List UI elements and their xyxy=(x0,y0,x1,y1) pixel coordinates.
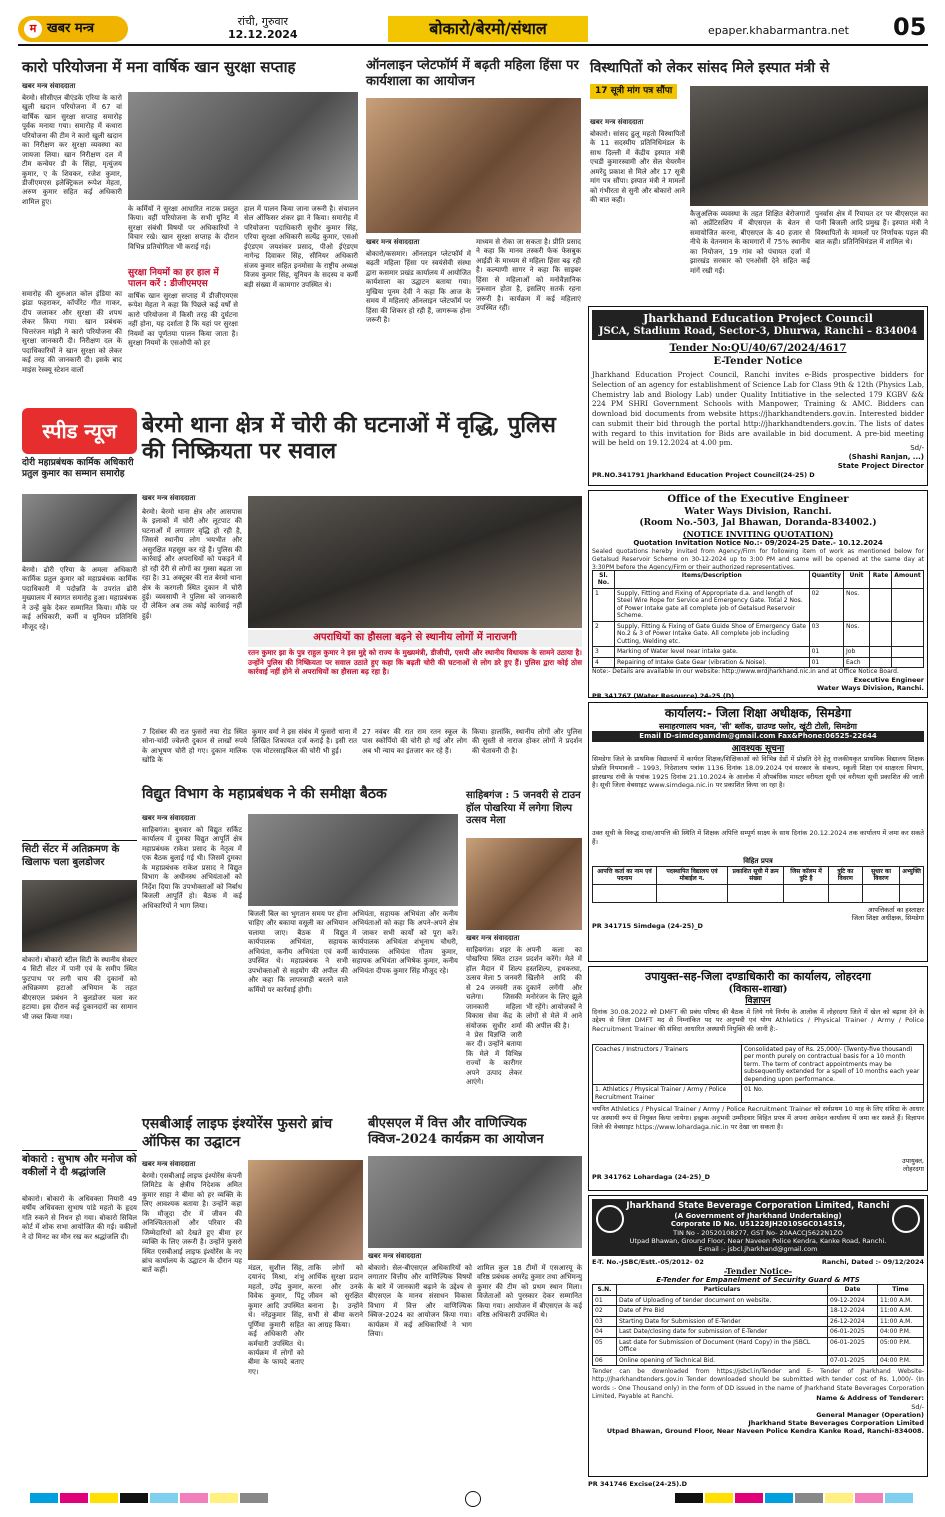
article-karo-subhead: सुरक्षा नियमों का हर हाल में पालन करें : डीजीएमएस xyxy=(128,268,219,290)
table-cell: Consolidated pay of Rs. 25,000/- (Twenty-five thousand) per month purely on contractual basis for a 10 month term. The term of contract appointments may be subsequently extended for a spell of 10 months each year depending upon performance. xyxy=(741,1044,923,1085)
article-online-violence-body-2: माध्यम से रोका जा सकता है। प्रीति प्रसाद ने कहा कि मानव तस्करी फेक फेसबुक आईडी के माध्यम से महिला हिंसा बढ़ रही है। कल्याणी सागर ने कहा कि साइबर हिंसा से महिलाओं को मनोवैज्ञानिक नुकसान होता है, इसलिए सतर्क रहना जरूरी है। कार्यक्रम में कई महिलाएं उपस्थित रहीं। xyxy=(476,238,581,313)
tender-simdega-form-header xyxy=(593,866,924,884)
registration-mark-icon xyxy=(465,1491,481,1507)
tender-simdega-signer: जिला शिक्षा अधीक्षक, सिमडेगा xyxy=(851,913,924,922)
table-cell xyxy=(892,588,924,621)
table-row xyxy=(593,1337,924,1355)
table-cell: 3 xyxy=(593,647,615,658)
tender-beverage-table xyxy=(592,1284,924,1366)
table-row xyxy=(593,1085,924,1103)
table-cell xyxy=(870,588,892,621)
tender-simdega-body-2: उक्त सूची के विरुद्ध दावा/आपत्ति की स्थिति में शिक्षक अपित्ति सम्पूर्ण साक्ष्य के साथ दिनांक 20.12.2024 तक कार्यालय में जमा कर सकते हैं। xyxy=(592,829,924,846)
article-fair-photo xyxy=(466,838,582,930)
article-displaced-title: विस्थापितों को लेकर सांसद मिले इस्पात मंत्री से xyxy=(590,60,830,76)
tender-education-body: Jharkhand Education Project Council, Ranchi invites e-Bids prospective bidders for Selection of an agency for establishment of Science Lab for Class 9th & 12th (Physics Lab, Chemistry lab and Biology Lab) under Quality Intitiative in the selected 179 KGBV && 224 PM SHRI Government Schools with Manpower, Training & AMC. Bidders can download bid documents from website https://jharkhandtenders.gov.in. Interested bidder can submit their bid through the portal http://jharkhandtenders.gov.in. The lists of dates with regard to this invitation for Bids are available in bid document. A pre-bid meeting will be held on 19.12.2024 at 4.00 pm. xyxy=(592,370,924,448)
tender-lohardaga-body: दिनांक 30.08.2022 को DMFT की प्रबंध परिषद की बैठक में लिये गये निर्णय के आलोक में लोहरदगा जिले में खेल को बढ़ावा देने के उद्देश्य से जिला DMFT मद से निम्नांकित पद पर अनुभवी एवं योग्य Athletics / Physical Trainer / Army / Police Recruitment Trainer की संविदा आधारित अस्थायी नियुक्ति की जानी है:- xyxy=(592,1007,924,1034)
table-cell: 18-12-2024 xyxy=(828,1306,878,1317)
article-theft-body: बेरमो। बेरमो थाना क्षेत्र और आसपास के इलाकों में चोरी और लूटपाट की घटनाओं में लगातार वृद्धि हो रही है, जिससे स्थानीय लोग भयभीत और असुरक्षित महसूस कर रहे हैं। पुलिस की कार्रवाई और अपराधियों को पकड़ने में हो रही देरी से लोगों का गुस्सा बढ़ता जा रहा है। 31 अक्टूबर की रात बेरमो थाना क्षेत्र के करगली स्थित दुकान में चोरी हुई। व्यवसायी ने पुलिस को जानकारी दी लेकिन अब तक कोई कार्रवाई नहीं हुई। xyxy=(142,508,242,620)
tender-simdega-education xyxy=(588,702,928,962)
table-row xyxy=(593,588,924,621)
tender-beverage-pr: PR 341746 Excise(24-25).D xyxy=(588,1480,688,1488)
table-cell xyxy=(892,657,924,668)
table-cell: 03 xyxy=(809,621,843,647)
tender-beverage-signer: General Manager (Operation) xyxy=(816,1410,924,1419)
table-cell: Repairing of Intake Gate Gear (vibration & Noise). xyxy=(615,657,810,668)
tender-water-header-row xyxy=(593,570,924,588)
table-cell: 11:00 A.M. xyxy=(878,1306,924,1317)
table-cell: Job xyxy=(844,647,870,658)
table-cell: Last Date/closing date for submission of E-Tender xyxy=(617,1327,828,1338)
tender-water-signer-title: Executive Engineer xyxy=(853,675,924,684)
article-karo-body-4: वार्षिक खान सुरक्षा सप्ताह में डीजीएमएस रूपेश मेहता ने कहा कि पिछले कई वर्षों से कारो परियोजना में किसी तरह की दुर्घटना नहीं होना, यह दर्शाता है कि यहां पर सुरक्षा नियमों का पूर्णतया पालन किया जाता है। सुरक्षा नियमों के एसओपी को हर xyxy=(128,292,238,348)
tender-education-pr: PR.NO.341791 Jharkhand Education Project Council(24-25) D xyxy=(592,470,815,479)
tender-lohardaga-org: उपायुक्त-सह-जिला दण्डाधिकारी का कार्यालय, लोहरदगा xyxy=(645,970,871,983)
table-cell: 01 xyxy=(593,1295,617,1306)
tender-simdega-address: समाहरणालय भवन, 'सी' ब्लॉक, ग्राउण्ड फ्लोर, खूंटी टोली, सिमडेगा xyxy=(659,721,857,731)
article-quiz-body: बोकारो। सेल-बीएसएल अधिकारियों को लगातार वित्तीय और वाणिज्यिक विषयों के बारे में जानकारी बढ़ाने के उद्देश्य से बीएसएल के मानव संसाधन विकास विभाग में वित्त और वाणिज्यिक क्विज-2024 का आयोजन किया गया। कार्यक्रम में कई अधिकारियों ने भाग लिया। xyxy=(368,1264,472,1339)
tender-water-qno: Quotation Invitation Notice No.:- 09/2024-25 Date.- 10.12.2024 xyxy=(633,539,883,547)
table-cell: 03 xyxy=(593,1316,617,1327)
article-theft-body-2: 7 दिसंबर की रात फुसरो नया रोड स्थित सोना-चांदी ज्वेलरी दुकान से लाखों रुपये के आभूषण चोरी हो गए। दुकान मालिक खोडि के xyxy=(142,728,247,765)
speed-item-1-body: बेरमो। ढोरी एरिया के अमला अधिकारी कार्मिक प्रतुल कुमार को महाप्रबंधक कार्मिक पदाधिकारी में पदोन्नति के उपरांत ढोरी मुख्यालय में स्वागत समारोह हुआ। महाप्रबंधक ने उन्हें बुके देकर सम्मानित किया। मौके पर कई अधिकारी, कर्मी व यूनियन प्रतिनिधि मौजूद रहे। xyxy=(22,566,137,631)
tender-lohardaga-pr: PR 341762 Lohardaga (24-25)_D xyxy=(592,1173,710,1182)
table-cell: Marking of Water level near intake gate. xyxy=(615,647,810,658)
article-karo-byline: खबर मन्त्र संवाददाता xyxy=(22,82,76,90)
table-cell: 07-01-2025 xyxy=(828,1355,878,1366)
tender-water-col: Rate xyxy=(870,570,892,588)
table-cell: 2 xyxy=(593,621,615,647)
table-cell: 04:00 P.M. xyxy=(878,1327,924,1338)
tender-lohardaga-signer: उपायुक्त, xyxy=(902,1157,924,1165)
article-karo-body-3: के कर्मियों ने सुरक्षा आधारित नाटक प्रस्तुत किया। वहीं परियोजना के सभी यूनिट में सुरक्षा संबंधी विषयों पर अधिकारियों ने विचार रखे। खान सुरक्षा सप्ताह के दौरान विभिन्न प्रतियोगिता भी कराई गई। xyxy=(128,205,238,251)
table-row xyxy=(593,1355,924,1366)
epaper-url[interactable]: epaper.khabarmantra.net xyxy=(708,24,849,37)
table-cell: 4 xyxy=(593,657,615,668)
table-cell: 09-12-2024 xyxy=(828,1295,878,1306)
table-cell xyxy=(892,647,924,658)
tender-water-col: Amount xyxy=(892,570,924,588)
form-col: अभ्युक्ति xyxy=(900,866,924,884)
article-online-violence-byline: खबर मन्त्र संवाददाता xyxy=(366,238,420,246)
article-fair-byline: खबर मन्त्र संवाददाता xyxy=(466,934,520,942)
article-online-violence-body: बोकारो/कसमार। ऑनलाइन प्लेटफॉर्म में बढ़ती महिला हिंसा पर स्वयंसेवी संस्था द्वारा कसमार प्रखंड कार्यालय में आयोजित कार्यशाला का उद्घाटन बताया गया। मुखिया पूनम देवी ने कहा कि आज के समय में महिलाएं ऑनलाइन प्लेटफॉर्म पर हिंसा की शिकार हो रही हैं, जागरूक होना जरूरी है। xyxy=(366,250,471,325)
tender-beverage-email: E-mail :- jsbcl.jharkhand@gmail.com xyxy=(698,1245,818,1254)
article-quiz-body-2: शामिल कुल 18 टीमों में एसआरयू के वरिष्ठ प्रबंधक अमरेंद्र कुमार तथा अभिमन्यु कुमार की टीम को प्रथम स्थान मिला। विजेताओं को पुरस्कार देकर सम्मानित किया गया। आयोजन में बीएसएल के कई वरिष्ठ अधिकारी उपस्थित थे। xyxy=(477,1264,582,1320)
article-theft-body-5: किया। हालांकि, स्थानीय लोगों और पुलिस की सुस्ती से नाराज होकर लोगों ने प्रदर्शन की चेतावनी दी है। xyxy=(472,728,582,755)
table-cell: 1 xyxy=(593,588,615,621)
speed-item-3-title: बोकारो : सुभाष और मनोज को वकीलों ने दी श्रद्धांजलि xyxy=(22,1150,137,1179)
article-displaced-body: बोकारो। सांसद ढुलू महतो विस्थापितों के 11 सदस्यीय प्रतिनिधिमंडल के साथ दिल्ली में केंद्रीय इस्पात मंत्री एचडी कुमारस्वामी और सेल चेयरमैन अमरेंदु प्रकाश से मिले और 17 सूत्री मांग पत्र सौंपा। इस्पात मंत्री ने मामलों को गंभीरता से सुनी और बोकारो आने की बात कही। xyxy=(590,130,685,205)
form-col: जिस कॉलम में त्रुटि है xyxy=(784,866,829,884)
article-sbi-body-3: ताकि लोगों को आर्थिक सुरक्षा प्रदान करना और उनके जीवन को सुरक्षित बनाना है। उन्होंने सभी से बीमा कराने का आग्रह किया। xyxy=(308,1264,363,1329)
tender-lohardaga-dept: (विकास-शाखा) xyxy=(728,983,788,995)
article-sbi-byline: खबर मन्त्र संवाददाता xyxy=(142,1160,196,1168)
tender-education-signer: (Shashi Ranjan, ...) xyxy=(848,453,924,461)
article-fair-body: साहिबगंज। शहर के पोखरिया स्थित टाउन हॉल मैदान में शिल्प उत्सव मेला 5 जनवरी से 24 जनवरी तक चलेगा। जिसकी जानकारी महिला विकास सेवा केंद्र के संयोजक सुधीर शर्मा ने प्रेस विज्ञप्ति जारी कर दी। उन्होंने बताया कि मेले में विभिन्न राज्यों के कारीगर अपने उत्पाद लेकर आएंगे। xyxy=(466,946,522,1087)
article-quiz-title: बीएसएल में वित्त और वाणिज्यिक क्विज-2024 कार्यक्रम का आयोजन xyxy=(368,1116,544,1148)
table-cell: 01 xyxy=(809,647,843,658)
table-cell xyxy=(870,647,892,658)
tender-beverage-tdate: Ranchi, Dated :- 09/12/2024 xyxy=(821,1257,924,1266)
tender-beverage-foot: Tender can be downloaded from https://jsbcl.in/Tender and E- Tender of Jharkhand Website- http://jharkhandtenders.gov.in Tender downloaded should be submitted with tender cost of Rs. 1,000/- (In words :- One Thousand only) in the form of DD issued in the name of Jharkhand State Beverages Corporation Limited, Payable at Ranchi. xyxy=(592,1368,924,1400)
brand-mark-icon: म xyxy=(24,20,42,38)
tender-simdega-org: कार्यालय:- जिला शिक्षा अधीक्षक, सिमडेगा xyxy=(664,706,852,720)
tender-water-address: (Room No.-503, Jal Bhawan, Doranda-834002.) xyxy=(639,517,877,528)
tender-lohardaga-table xyxy=(592,1044,924,1104)
tender-beverage-tin: TIN No - 20520108277, GST No- 20AACCJ5622N1ZO xyxy=(673,1229,843,1238)
tender-beverage-purpose: E-Tender for Empanelment of Security Guard & MTS xyxy=(656,1275,860,1284)
article-karo-body-2: समारोह की शुरुआत कोल इंडिया का झंडा फहराकर, कॉर्पोरेट गीत गाकर, दीप जलाकर और सुरक्षा की शपथ लेकर किया गया। खान प्रबंधक चित्तरंजन मांझी ने कारो परियोजना की सुरक्षा जानकारी दी। निरीक्षण दल के पदाधिकारियों ने खान सुरक्षा को लेकर कई तरह की जानकारी दी। इसके बाद माइंस रेस्क्यू स्टेशन वालों xyxy=(22,290,122,374)
tender-lohardaga-kind: विज्ञापन xyxy=(745,996,771,1007)
table-cell: 04:00 P.M. xyxy=(878,1355,924,1366)
brand-logo xyxy=(18,16,128,42)
tender-water-col: Quantity xyxy=(809,570,843,588)
tender-beverage-addr: Utpad Bhawan, Ground Floor, Near Naveen Police Kendra, Kanke Road, Ranchi. xyxy=(629,1237,887,1246)
brand-name: खबर मन्त्र xyxy=(47,20,95,36)
table-cell: Online opening of Technical Bid. xyxy=(617,1355,828,1366)
tender-beverage-cin: Corporate ID No. U51228JH2010SGC014519, xyxy=(670,1220,846,1229)
table-cell: 01 xyxy=(809,657,843,668)
table-cell xyxy=(870,621,892,647)
article-power-title: विद्युत विभाग के महाप्रबंधक ने की समीक्षा बैठक xyxy=(142,786,387,802)
beverage-logo-icon xyxy=(596,1205,624,1233)
table-col: S.N. xyxy=(593,1285,617,1296)
article-power-body: साहिबगंज। बुधवार को विद्युत सर्किट कार्यालय में दुमका विद्युत आपूर्ति क्षेत्र महाप्रबंधक राकेश प्रसाद के नेतृत्व में एक बैठक बुलाई गई थी। जिसमें दुमका के महाप्रबंधक राकेश प्रसाद ने विद्युत विभाग के अधीनस्थ अभियंताओं को निर्देश दिया कि उपभोक्ताओं को निर्बाध बिजली आपूर्ति हो। बैठक में कई अधिकारियों ने भाग लिया। xyxy=(142,826,242,910)
table-cell: 11:00 A.M. xyxy=(878,1316,924,1327)
table-cell: Nos. xyxy=(844,588,870,621)
article-theft-lead: रतन कुमार झा के पुत्र राहुल कुमार ने इस मुद्दे को राज्य के मुख्यमंत्री, डीजीपी, एसपी और स्थानीय विधायक के सामने उठाया है। उन्होंने पुलिस की निष्क्रियता पर सवाल उठाते हुए कहा कि बढ़ती चोरी की घटनाओं से लोग डरे हुए हैं। पुलिस द्वारा कोई ठोस कार्रवाई नहीं होने से अपराधियों का हौसला बढ़ रहा है। xyxy=(248,648,582,677)
table-cell: 01 No. xyxy=(741,1085,923,1103)
color-swatches-right xyxy=(675,1493,915,1506)
speed-news-badge: स्पीड न्यूज xyxy=(22,408,137,454)
tender-beverage-header xyxy=(592,1199,924,1256)
tender-simdega-email: Email ID-simdegamdm@gmail.com Fax&Phone:06525-22644 xyxy=(592,731,924,742)
table-cell: 06 xyxy=(593,1355,617,1366)
table-row xyxy=(593,884,924,902)
tender-water-org: Office of the Executive Engineer xyxy=(667,494,849,505)
article-theft-title: बेरमो थाना क्षेत्र में चोरी की घटनाओं में वृद्धि, पुलिस की निष्क्रियता पर सवाल xyxy=(142,412,556,465)
table-col: Date xyxy=(828,1285,878,1296)
article-online-violence-title: ऑनलाइन प्लेटफॉर्म में बढ़ती महिला हिंसा पर कार्यशाला का आयोजन xyxy=(366,58,579,90)
tender-education-sign: Sd/- xyxy=(910,444,924,453)
tender-lohardaga xyxy=(588,966,928,1191)
table-cell: Supply, Fitting and Fixing of Appropriate d.a. and length of Steel Wire Rope for Service and Emergency Gate. Total 2 Nos. of Power Intake gate all complete job of Getalsud Reservoir Scheme. xyxy=(615,588,810,621)
article-power-photo xyxy=(248,814,458,906)
article-displaced-subtitle: 17 सूत्री मांग पत्र सौंपा xyxy=(590,84,677,99)
article-theft-photo xyxy=(248,496,582,628)
jharkhand-emblem-icon xyxy=(892,1205,920,1233)
table-cell: 02 xyxy=(809,588,843,621)
article-fair-body-2: अपनी कला का प्रदर्शन करेंगे। मेले में हस्तशिल्प, हथकरघा, खिलौने आदि की दुकानें लगेंगी और मनोरंजन के लिए झूले भी रहेंगे। आयोजकों ने लोगों से मेले में आने की अपील की है। xyxy=(526,946,582,1030)
tender-education-address: JSCA, Stadium Road, Sector-3, Dhurwa, Ranchi – 834004 xyxy=(598,325,918,337)
speed-item-2-photo xyxy=(22,880,137,952)
article-sbi-body: बेरमो। एसबीआई लाइफ इंश्योरेंस कंपनी लिमिटेड के क्षेत्रीय निदेशक अमित कुमार साहा ने बीमा को हर व्यक्ति के लिए आवश्यक बताया है। उन्होंने कहा कि मौजूदा दौर में जीवन की अनिश्चितताओं और परिवार की जिम्मेदारियों को देखते हुए बीमा हर व्यक्ति के लिए जरूरी है। उन्होंने फुसरो स्थित एसबीआई लाइफ इंश्योरेंस के नए ब्रांच कार्यालय के उद्घाटन के दौरान यह बातें कहीं। xyxy=(142,1172,242,1275)
table-row xyxy=(593,1044,924,1085)
tender-education-header xyxy=(592,310,924,340)
table-cell: Each xyxy=(844,657,870,668)
tender-lohardaga-body-2: चयनित Athletics / Physical Trainer / Army / Police Recruitment Trainer को सर्वप्रथम 10 माह के लिए संविदा के आधार पर अस्थायी रूप से नियुक्त किया जायेगा। इच्छुक अनुभवी उम्मीदवार विहित प्रपत्र में अपना आवेदन कार्यालय में जमा कर सकते हैं। विज्ञापन जिले की वेबसाइट https://www.lohardaga.nic.in पर देखा जा सकता है। xyxy=(592,1105,924,1131)
table-row xyxy=(593,1316,924,1327)
article-karo-title: कारो परियोजना में मना वार्षिक खान सुरक्षा सप्ताह xyxy=(22,58,296,76)
table-cell: 06-01-2025 xyxy=(828,1337,878,1355)
table-cell: Supply, Fitting & Fixing of Gate Guide Shoe of Emergency Gate No.2 & 3 of Power Intake Gate. All complete job including Cutting, Welding etc. xyxy=(615,621,810,647)
tender-simdega-form xyxy=(592,866,924,903)
tender-water-ways xyxy=(588,490,928,698)
tender-education-signer-title: State Project Director xyxy=(837,461,924,470)
table-cell: Starting Date for Submission of E-Tender xyxy=(617,1316,828,1327)
article-power-byline: खबर मन्त्र संवाददाता xyxy=(142,814,196,822)
tender-water-col: Sl. No. xyxy=(593,570,615,588)
tender-beverage-sub: (A Government of Jharkhand Undertaking) xyxy=(674,1211,842,1220)
table-cell: 05 xyxy=(593,1337,617,1355)
table-row xyxy=(593,657,924,668)
speed-item-2-body: बोकारो। बोकारो स्टील सिटी के स्थानीय सेक्टर 4 सिटी सेंटर में पानी एवं के समीप स्थित फुटपाथ पर लगी चाय की दुकानों को अधिक्रमण हटाओ अभियान के तहत बीएसएल प्रबंधन ने बुलडोजर चला कर हटाया। इस दौरान कई दुकानदारों का सामान भी जब्त किया गया। xyxy=(22,956,137,1021)
table-cell: 02 xyxy=(593,1306,617,1317)
tender-water-kind: (NOTICE INVITING QUOTATION) xyxy=(682,529,834,539)
tender-beverage-kind: -Tender Notice- xyxy=(723,1265,793,1276)
article-theft-body-4: 27 नवंबर की रात राम रतन स्कूल के पास स्कोर्पियो की चोरी हो गई और लोग अब भी न्याय का इंतजार कर रहे हैं। xyxy=(362,728,467,755)
article-quiz-byline: खबर मन्त्र संवाददाता xyxy=(368,1252,422,1260)
article-karo-photo xyxy=(128,92,358,200)
table-cell: 26-12-2024 xyxy=(828,1316,878,1327)
tender-simdega-pr: PR 341715 Simdega (24-25)_D xyxy=(592,922,703,930)
tender-beverage-tno: E-T. No.-JSBC/Estt.-05/2012- 02 xyxy=(592,1257,704,1266)
article-online-violence-photo xyxy=(366,98,581,233)
article-power-body-2: बिजली बिल का भुगतान समय पर होना चाहिए और बकाया वसूली का अभियान चलाया जाए। बैठक में विद्युत कार्यपालक अभियंता, सहायक अभियंता, कनीय अभियंता एवं कर्मी उपस्थित थे। महाप्रबंधक ने सभी उपभोक्ताओं से सहयोग की अपील की और कहा कि लापरवाही बरतने वाले कर्मियों पर कार्रवाई होगी। xyxy=(248,910,348,994)
table-col: Time xyxy=(878,1285,924,1296)
tender-simdega-kind: आवश्यक सूचना xyxy=(731,743,785,754)
print-color-bar xyxy=(0,1490,945,1508)
form-col: सुधार का विवरण xyxy=(862,866,899,884)
article-sbi-title: एसबीआई लाइफ इंश्योरेंस फुसरो ब्रांच ऑफिस का उद्घाटन xyxy=(142,1116,333,1150)
tender-water-note: Note:- Details are available in our website: http://www.wrdjharkhand.nic.in and at Office Notice Board. xyxy=(592,668,899,676)
tender-education-kind: E-Tender Notice xyxy=(713,355,803,367)
article-power-body-3: अभियंता, सहायक अभियंता और कनीय अभियंताओं को कहा कि अपने-अपने क्षेत्र में जाकर सभी कार्यों को पूरा करें। कार्यपालक अभियंता शंभूनाथ चौधरी, कार्यपालक अभियंता गौतम कुमार, सहायक अभियंता अभिषेक कुमार, कनीय अभियंता दीपक कुमार सिंह मौजूद रहे। xyxy=(352,910,458,975)
tender-beverage-sign: Sd/- xyxy=(911,1402,924,1411)
article-theft-photo-caption: अपराधियों का हौसला बढ़ने से स्थानीय लोगों में नाराजगी xyxy=(248,630,582,647)
table-row xyxy=(593,621,924,647)
article-theft-byline: खबर मन्त्र संवाददाता xyxy=(142,494,196,502)
table-cell: 1. Athletics / Physical Trainer / Army / Police Recruitment Trainer xyxy=(593,1085,742,1103)
tender-beverage-org: Jharkhand State Beverage Corporation Limited, Ranchi xyxy=(626,1201,890,1211)
tender-water-signer-dept: Water Ways Division, Ranchi. xyxy=(816,683,924,692)
dateline xyxy=(228,15,298,41)
tender-education-org: Jharkhand Education Project Council xyxy=(643,312,873,325)
article-displaced-byline: खबर मन्त्र संवाददाता xyxy=(590,118,644,126)
form-col: पदस्थापित विद्यालय एवं मोबाईल न. xyxy=(657,866,728,884)
table-cell: 06-01-2025 xyxy=(828,1327,878,1338)
article-displaced-photo xyxy=(690,86,928,206)
tender-beverage-signer-2: Jharkhand State Beverages Corporation Limited xyxy=(748,1418,924,1427)
speed-item-2-title: सिटी सेंटर में अतिक्रमण के खिलाफ चला बुलडोजर xyxy=(22,840,137,869)
article-sbi-photo xyxy=(248,1160,363,1260)
article-displaced-body-3: पुनर्वास क्षेत्र में रियायत दर पर बीएसएल का पानी बिजली आदि प्रमुख हैं। इस्पात मंत्री ने विस्थापितों के मामलों पर निर्णायक पहल की बात कही। प्रतिनिधिमंडल में शामिल थे। xyxy=(815,210,928,247)
form-col: त्रुटि का विवरण xyxy=(828,866,862,884)
speed-item-3-body: बोकारो। बोकारो के अधिवक्ता नियारी 49 वर्षीय अधिवक्ता सुभाष पांडे महतो के हृदय गति रुकने से निधन हो गया। बोकारो सिविल कोर्ट में शोक सभा आयोजित की गई। वकीलों ने दो मिनट का मौन रख कर श्रद्धांजलि दी। xyxy=(22,1195,137,1241)
tender-beverage-signer-3: Utpad Bhawan, Ground Floor, Near Naveen Police Kendra Kanke Road, Ranchi-834008. xyxy=(606,1426,924,1435)
table-row xyxy=(593,1306,924,1317)
tender-water-col: Items/Description xyxy=(615,570,810,588)
tender-lohardaga-signer-2: लोहरदगा xyxy=(903,1165,924,1174)
table-cell: Date of Uploading of tender document on website. xyxy=(617,1295,828,1306)
tender-beverage xyxy=(588,1195,928,1477)
masthead xyxy=(18,12,928,46)
tender-beverage-ref xyxy=(592,1258,924,1266)
article-theft-body-3: कुमार वर्मा ने इस संबंध में फुसरो थाना में लिखित शिकायत दर्ज कराई है। इसी रात एक मोटरसाइकिल की चोरी भी हुई। xyxy=(252,728,357,755)
dateline-date: 12.12.2024 xyxy=(228,28,298,42)
article-quiz-photo xyxy=(368,1156,582,1248)
tender-water-table xyxy=(592,570,924,669)
table-cell: Nos. xyxy=(844,621,870,647)
table-col: Particulars xyxy=(617,1285,828,1296)
table-cell: Coaches / Instructors / Trainers xyxy=(593,1044,742,1085)
form-col: आपत्ति कर्ता का नाम एवं पदनाम xyxy=(593,866,657,884)
table-row xyxy=(593,647,924,658)
table-cell xyxy=(870,657,892,668)
table-cell: 05:00 P.M. xyxy=(878,1337,924,1355)
table-cell: 04 xyxy=(593,1327,617,1338)
table-cell xyxy=(892,621,924,647)
tender-beverage-header-row xyxy=(593,1285,924,1296)
color-swatches-left xyxy=(30,1493,270,1506)
speed-item-1-photo xyxy=(22,494,137,562)
tender-water-intro: Sealed quotations hereby invited from Agency/Firm for following item of work as mentioned below for Getalsud Reservoir Scheme on 30-12-2024 up to 3:00 PM and same will be opened at the same day at 3:30PM before the Agency/Firm or their authorized representatives. xyxy=(592,547,924,571)
section-title: बोकारो/बेरमो/संथाल xyxy=(388,16,588,42)
speed-item-1-title: दोरी महाप्रबंधक कार्मिक अधिकारी प्रतुल कुमार का सम्मान समारोह xyxy=(22,458,134,480)
tender-simdega-form-title: विहित प्रपत्र xyxy=(743,857,773,865)
tender-simdega-body: सिमडेगा जिले के प्राथमिक विद्यालयों में कार्यरत शिक्षक/शिक्षिकाओं को विभिन्न ग्रेडों में प्रोन्नति देने हेतु राजकीयकृत प्राथमिक विद्यालय शिक्षक प्रोन्नति नियमावली – 1993, निदेशालय पत्रांक 1136 दिनांक 18.09.2024 एवं सरकार के संकल्प, स्कूली शिक्षा एवं साक्षरता विभाग, झारखण्ड रांची के पत्रांक 1925 दिनांक 21.10.2024 के आलोक में औपबंधिक मास्टर वरीयता सूची एवं वरीयता सूची प्रकाशित की जाती है। सूची जिला वेबसाइट www.simdega.nic.in पर प्रकाशित किया जा रहा है। xyxy=(592,755,924,790)
tender-water-pr: PR 341767 (Water Resource) 24-25 (D) xyxy=(592,692,735,700)
dateline-city: रांची, गुरुवार xyxy=(237,15,288,28)
page-number: 05 xyxy=(893,13,927,41)
article-fair-title: साहिबगंज : 5 जनवरी से टाउन हॉल पोखरिया में लगेगा शिल्प उत्सव मेला xyxy=(466,790,581,826)
article-karo-body: बेरमो। सीसीएल बीएंडके एरिया के कारो खुली खदान परियोजना में 67 वां वार्षिक खान सुरक्षा सप्ताह समारोह पूर्वक मनाया गया। समारोह में कथारा परियोजना की टीम ने कारो खुली खदान का निरीक्षण कर सुरक्षा व्यवस्था का जायजा लिया। खान निरीक्षण दल में टीम कन्वेयर डी के सिंहा, मृत्युंजय कुमार, ए के शिवकर, रजेश कुमार, डीजीएमएस इलेक्ट्रिकल रूपेश मेहता, अरुण कुमार सहित कई अधिकारी शामिल हुए। xyxy=(22,94,122,206)
form-col: प्रकाशित सूची में क्रम संख्या xyxy=(727,866,783,884)
tender-simdega-sign: आपत्तिकर्ता का हस्ताक्षर xyxy=(867,905,924,914)
table-cell: Date of Pre Bid xyxy=(617,1306,828,1317)
tender-education-council xyxy=(588,306,928,486)
table-cell: 11:00 A.M. xyxy=(878,1295,924,1306)
table-cell: Last date for Submission of Document (Hard Copy) in the JSBCL Office xyxy=(617,1337,828,1355)
table-row xyxy=(593,1295,924,1306)
article-displaced-body-2: कैजुअलिक व्यवस्था के तहत शिक्षित बेरोजगारों को अप्रेंटिसशिप में बीएसएल के बेतन से समायोजित करना, बीएसएल के 40 हजार से नीचे के वेतनमान के कामगारों में 75% स्थानीय का नियोजन, 19 गांव को पंचायत दर्जा में झारखंड सरकार को एनओसी देने सहित कई मांगें रखी गईं। xyxy=(690,210,810,275)
article-sbi-body-2: मंडल, सुशील सिंह, दयानंद मिश्रा, शंभु महतो, उपेंद्र कुमार, विवेक कुमार, पिंटू कुमार आदि उपस्थित थे। नरेंद्रकुमार सिंह, पूर्णिमा कुमारी सहित कई अधिकारी और कर्मचारी उपस्थित थे। कार्यक्रम में लोगों को बीमा के फायदे बताए गए। xyxy=(248,1264,304,1376)
table-row xyxy=(593,1327,924,1338)
tender-water-dept: Water Ways Division, Ranchi. xyxy=(684,506,832,517)
tender-education-number: Tender No:QU/40/67/2024/4617 xyxy=(669,343,847,355)
tender-water-col: Unit xyxy=(844,570,870,588)
article-karo-body-5: हाल में पालन किया जाना जरूरी है। संचालन सेल ऑफिसर शंकर झा ने किया। समारोह में परियोजना पदाधिकारी सुधीर कुमार सिंह, एरिया सुरक्षा अधिकारी सत्येंद्र कुमार, एसओ ईएंडएम जयशंकर प्रसाद, पीओ ईएंडएम नागेन्द्र दिवाकर सिंह, सीनियर अधिकारी संजय कुमार सहित इनमोसा के राष्ट्रीय अध्यक्ष विजय कुमार सिंह, यूनियन के सदस्य व कर्मी बड़ी संख्या में कामगार उपस्थित थे। xyxy=(244,205,358,289)
tender-beverage-sign-label: Name & Address of Tenderer: xyxy=(816,1394,924,1403)
